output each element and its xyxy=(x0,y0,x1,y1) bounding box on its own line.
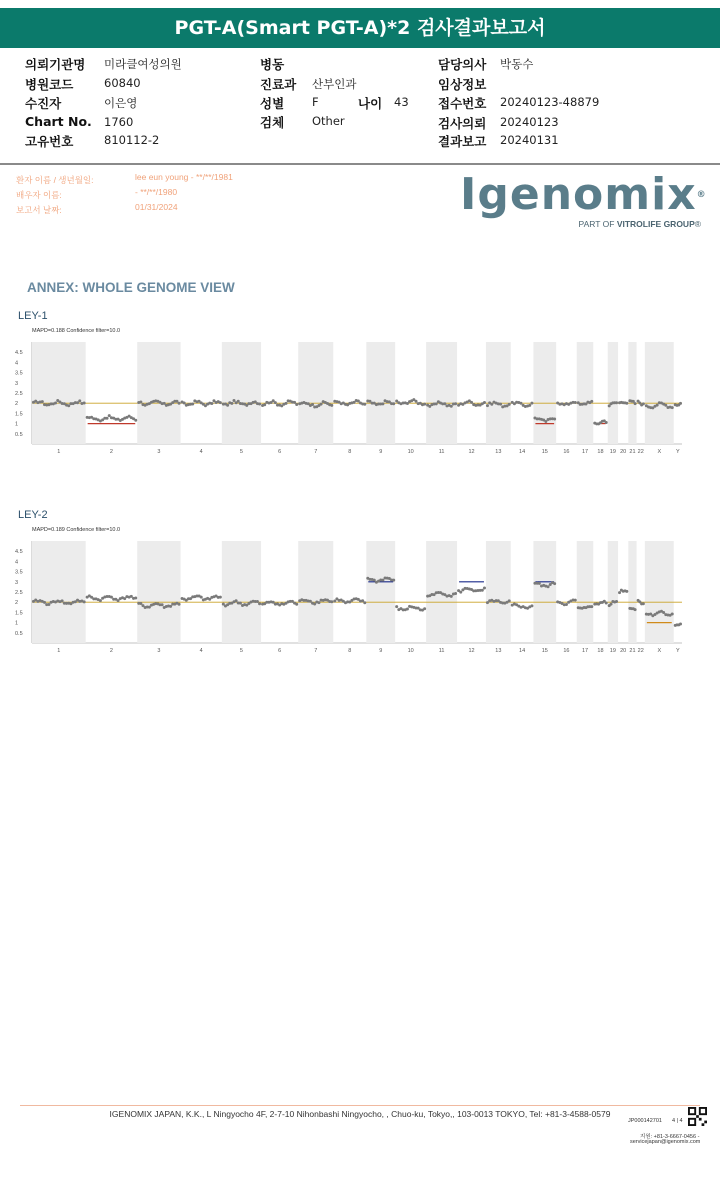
copy-number-point xyxy=(454,592,457,595)
copy-number-point xyxy=(41,400,44,403)
copy-number-point xyxy=(210,402,213,405)
x-tick-label: 16 xyxy=(563,648,570,654)
copy-number-point xyxy=(530,402,533,405)
copy-number-point xyxy=(625,402,628,405)
logo-sub-bold: VITROLIFE GROUP xyxy=(616,219,695,229)
y-tick-label: 2.5 xyxy=(15,590,23,596)
x-tick-label: 7 xyxy=(314,648,318,654)
copy-number-point xyxy=(634,402,637,405)
x-tick-label: 20 xyxy=(620,648,627,654)
age-value: 43 xyxy=(394,95,409,109)
copy-number-point xyxy=(235,599,238,602)
y-tick-label: 3 xyxy=(15,579,19,586)
igenomix-logo xyxy=(460,170,705,232)
x-tick-label: 19 xyxy=(609,648,616,654)
logo-registered: ® xyxy=(696,190,707,200)
x-tick-label: X xyxy=(657,449,662,455)
info-value: 1760 xyxy=(104,115,134,129)
plot-subtitle: MAPD=0.188 Confidence filter=10.0 xyxy=(32,328,121,334)
copy-number-point xyxy=(415,400,418,403)
age-label: 나이 xyxy=(358,96,383,111)
genome-plot-ley-1 xyxy=(10,324,710,456)
copy-number-point xyxy=(258,602,261,605)
copy-number-point xyxy=(330,404,333,407)
copy-number-point xyxy=(178,402,181,405)
copy-number-point xyxy=(99,599,102,602)
copy-number-point xyxy=(381,579,384,582)
chromosome-band xyxy=(137,541,180,643)
x-tick-label: 3 xyxy=(157,648,161,654)
y-tick-label: 3.5 xyxy=(15,569,23,576)
copy-number-point xyxy=(392,402,395,405)
logo-wordmark xyxy=(460,170,707,220)
copy-number-point xyxy=(67,404,70,407)
copy-number-point xyxy=(47,603,50,606)
chromosome-band xyxy=(32,541,86,643)
copy-number-point xyxy=(486,404,489,407)
y-tick-label: 4 xyxy=(15,559,19,566)
annex-title: ANNEX: WHOLE GENOME VIEW xyxy=(27,280,235,295)
copy-number-point xyxy=(258,402,261,405)
copy-number-point xyxy=(574,401,577,404)
info-value: 20240123 xyxy=(500,115,559,129)
copy-number-point xyxy=(553,418,556,421)
x-tick-label: 6 xyxy=(278,648,282,654)
copy-number-point xyxy=(381,402,384,405)
copy-number-point xyxy=(363,403,366,406)
y-tick-label: 2 xyxy=(15,600,19,607)
copy-number-point xyxy=(634,608,637,611)
chromosome-band xyxy=(608,342,618,444)
copy-number-point xyxy=(285,402,288,405)
sample-label-1: LEY-1 xyxy=(18,310,48,322)
info-label: Chart No. xyxy=(25,114,92,129)
copy-number-point xyxy=(78,399,81,402)
x-tick-label: 5 xyxy=(239,449,243,455)
y-tick-label: 4.5 xyxy=(15,549,23,556)
copy-number-point xyxy=(330,600,333,603)
y-tick-label: 1.5 xyxy=(15,411,23,418)
chromosome-band xyxy=(628,541,636,643)
info-value: 이은영 xyxy=(104,96,138,110)
x-tick-label: 15 xyxy=(541,449,548,455)
copy-number-point xyxy=(508,599,511,602)
copy-number-point xyxy=(483,401,486,404)
info-value: 810112-2 xyxy=(104,133,160,147)
copy-number-point xyxy=(459,591,462,594)
x-tick-label: 19 xyxy=(609,449,616,455)
copy-number-point xyxy=(317,601,320,604)
chromosome-band xyxy=(577,342,594,444)
chromosome-band xyxy=(32,342,86,444)
copy-number-point xyxy=(443,402,446,405)
logo-subtitle xyxy=(579,219,701,229)
x-tick-label: 4 xyxy=(199,449,203,455)
chromosome-band xyxy=(222,541,261,643)
patient-name-label: 환자 이름 / 생년월일: xyxy=(16,175,94,185)
y-tick-label: 2 xyxy=(15,401,19,408)
copy-number-point xyxy=(605,601,608,604)
copy-number-point xyxy=(605,421,608,424)
copy-number-point xyxy=(183,401,186,404)
copy-number-point xyxy=(54,402,57,405)
x-tick-label: 16 xyxy=(563,449,570,455)
chromosome-band xyxy=(645,541,674,643)
qr-code-icon xyxy=(688,1107,707,1126)
copy-number-point xyxy=(274,401,277,404)
copy-number-point xyxy=(590,400,593,403)
x-tick-label: 11 xyxy=(438,449,445,455)
copy-number-point xyxy=(83,600,86,603)
info-label: 접수번호 xyxy=(438,96,487,111)
copy-number-point xyxy=(295,603,298,606)
x-tick-label: 2 xyxy=(109,449,113,455)
chromosome-band xyxy=(486,541,511,643)
x-tick-label: X xyxy=(657,648,662,654)
page-number: 4 | 4 xyxy=(672,1118,683,1124)
info-value: 20240123-48879 xyxy=(500,95,600,109)
x-tick-label: 9 xyxy=(379,449,383,455)
x-tick-label: 20 xyxy=(620,449,627,455)
info-label: 담당의사 xyxy=(438,57,487,72)
x-tick-label: 7 xyxy=(314,449,318,455)
info-label: 검사의뢰 xyxy=(438,116,487,131)
copy-number-point xyxy=(423,403,426,406)
x-tick-label: 21 xyxy=(629,648,636,654)
copy-number-point xyxy=(618,591,621,594)
copy-number-point xyxy=(106,417,109,420)
copy-number-point xyxy=(373,579,376,582)
footer-address: IGENOMIX JAPAN, K.K., L Ningyocho 4F, 2-7-10 Nihonbashi Ningyocho, , Chuo-ku, Tokyo,, 103-0013 TOKYO, Tel: +81-3-4588-0579 xyxy=(109,1109,611,1119)
info-value: F xyxy=(312,95,319,109)
x-tick-label: 13 xyxy=(495,648,502,654)
copy-number-point xyxy=(508,403,511,406)
y-tick-label: 1 xyxy=(15,620,19,627)
info-label: 의뢰기관명 xyxy=(25,57,86,72)
copy-number-point xyxy=(178,603,181,606)
header-divider xyxy=(0,163,720,165)
copy-number-point xyxy=(256,600,259,603)
copy-number-point xyxy=(263,403,266,406)
x-tick-label: 13 xyxy=(495,449,502,455)
report-title: PGT-A(Smart PGT-A)*2 검사결과보고서 xyxy=(0,8,720,48)
info-label: 진료과 xyxy=(260,77,297,92)
copy-number-point xyxy=(230,402,233,405)
patient-name-value: lee eun young - **/**/1981 xyxy=(135,172,233,182)
copy-number-point xyxy=(519,402,522,405)
copy-number-point xyxy=(679,402,682,405)
copy-number-point xyxy=(108,414,111,417)
info-value: 20240131 xyxy=(500,133,559,147)
copy-number-point xyxy=(662,611,665,614)
report-date-value: 01/31/2024 xyxy=(135,202,178,212)
info-label: 성별 xyxy=(260,96,285,111)
chromosome-band xyxy=(577,541,594,643)
copy-number-point xyxy=(134,596,137,599)
patient-info-table xyxy=(0,55,720,163)
info-label: 검체 xyxy=(260,115,285,130)
copy-number-point xyxy=(43,601,46,604)
y-tick-label: 2.5 xyxy=(15,391,23,397)
copy-number-point xyxy=(311,403,314,406)
x-tick-label: 2 xyxy=(109,648,113,654)
copy-number-point xyxy=(528,404,531,407)
chromosome-band xyxy=(533,541,556,643)
copy-number-point xyxy=(553,582,556,585)
x-tick-label: 21 xyxy=(629,449,636,455)
copy-number-point xyxy=(610,603,613,606)
copy-number-point xyxy=(664,404,667,407)
x-tick-label: 18 xyxy=(597,648,604,654)
copy-number-point xyxy=(490,403,493,406)
copy-number-point xyxy=(169,605,172,608)
copy-number-point xyxy=(574,599,577,602)
info-value: 미라클여성의원 xyxy=(104,57,182,71)
y-tick-label: 4.5 xyxy=(15,350,23,357)
copy-number-point xyxy=(293,401,296,404)
copy-number-point xyxy=(110,596,113,599)
x-tick-label: 6 xyxy=(278,449,282,455)
spouse-name-label: 배우자 이름: xyxy=(16,190,62,200)
copy-number-point xyxy=(237,400,240,403)
footer-divider xyxy=(20,1105,700,1106)
x-tick-label: 10 xyxy=(407,449,414,455)
x-tick-label: 9 xyxy=(379,648,383,654)
x-tick-label: 18 xyxy=(597,449,604,455)
info-value: 60840 xyxy=(104,76,141,90)
copy-number-point xyxy=(499,403,502,406)
x-tick-label: 10 xyxy=(407,648,414,654)
info-value: Other xyxy=(312,114,345,128)
sample-label-2: LEY-2 xyxy=(18,509,48,521)
copy-number-point xyxy=(239,602,242,605)
doc-id: JP000142701 xyxy=(628,1118,662,1124)
x-tick-label: 12 xyxy=(468,449,475,455)
copy-number-point xyxy=(450,405,453,408)
info-value: 산부인과 xyxy=(312,77,357,91)
x-tick-label: 17 xyxy=(581,449,589,455)
y-tick-label: 0.5 xyxy=(15,431,23,438)
chromosome-band xyxy=(366,342,395,444)
x-tick-label: 5 xyxy=(239,648,243,654)
chromosome-band xyxy=(628,342,636,444)
x-tick-label: 3 xyxy=(157,449,161,455)
y-tick-label: 3.5 xyxy=(15,370,23,377)
copy-number-point xyxy=(134,419,137,422)
info-label: 임상정보 xyxy=(438,77,487,92)
copy-number-point xyxy=(538,582,541,585)
x-tick-label: Y xyxy=(676,449,680,455)
copy-number-point xyxy=(395,605,398,608)
copy-number-point xyxy=(392,579,395,582)
copy-number-point xyxy=(161,603,164,606)
copy-number-point xyxy=(483,587,486,590)
copy-number-point xyxy=(656,404,659,407)
copy-number-point xyxy=(454,402,457,405)
logo-sub-suffix: ® xyxy=(694,219,701,229)
y-tick-label: 1 xyxy=(15,421,19,428)
info-value: 박동수 xyxy=(500,57,534,71)
chromosome-band xyxy=(298,541,333,643)
x-tick-label: 1 xyxy=(57,648,61,654)
chromosome-band xyxy=(137,342,180,444)
y-tick-label: 4 xyxy=(15,360,19,367)
copy-number-point xyxy=(615,600,618,603)
copy-number-point xyxy=(320,403,323,406)
info-label: 고유번호 xyxy=(25,134,74,149)
copy-number-point xyxy=(615,401,618,404)
copy-number-point xyxy=(219,596,222,599)
copy-number-point xyxy=(450,595,453,598)
x-tick-label: 8 xyxy=(348,648,352,654)
spouse-name-value: - **/**/1980 xyxy=(135,187,178,197)
copy-number-point xyxy=(435,402,438,405)
copy-number-point xyxy=(642,402,645,405)
info-label: 병원코드 xyxy=(25,77,74,92)
x-tick-label: 15 xyxy=(541,648,548,654)
support-tel: 지원: +81-3-6667-0456 - xyxy=(640,1134,700,1140)
copy-number-point xyxy=(219,401,222,404)
copy-number-point xyxy=(679,622,682,625)
chromosome-band xyxy=(222,342,261,444)
copy-number-point xyxy=(200,596,203,599)
copy-number-point xyxy=(671,613,674,616)
report-date-label: 보고서 날짜: xyxy=(16,205,62,215)
copy-number-point xyxy=(423,607,426,610)
genome-plot-ley-2 xyxy=(10,523,710,655)
chromosome-band xyxy=(486,342,511,444)
copy-number-point xyxy=(625,590,628,593)
copy-number-point xyxy=(226,404,229,407)
chromosome-band xyxy=(298,342,333,444)
copy-number-point xyxy=(530,604,533,607)
copy-number-point xyxy=(470,401,473,404)
x-tick-label: 1 xyxy=(57,449,61,455)
logo-sub-prefix: PART OF xyxy=(578,219,617,229)
copy-number-point xyxy=(481,589,484,592)
chromosome-band xyxy=(533,342,556,444)
support-email: servicejapan@igenomix.com xyxy=(630,1139,701,1145)
copy-number-point xyxy=(590,605,593,608)
chromosome-band xyxy=(366,541,395,643)
copy-number-point xyxy=(333,600,336,603)
chromosome-band xyxy=(608,541,618,643)
x-tick-label: 14 xyxy=(519,449,526,455)
chromosome-band xyxy=(645,342,674,444)
copy-number-point xyxy=(671,406,674,409)
chromosome-band xyxy=(426,342,457,444)
copy-number-point xyxy=(83,402,86,405)
x-tick-label: 11 xyxy=(438,648,445,654)
y-tick-label: 0.5 xyxy=(15,630,23,637)
copy-number-point xyxy=(191,402,194,405)
x-tick-label: 4 xyxy=(199,648,203,654)
y-tick-label: 3 xyxy=(15,380,19,387)
copy-number-point xyxy=(642,602,645,605)
copy-number-point xyxy=(406,607,409,610)
copy-number-point xyxy=(363,601,366,604)
x-tick-label: 14 xyxy=(519,648,526,654)
x-tick-label: 22 xyxy=(637,648,644,654)
x-tick-label: 17 xyxy=(581,648,589,654)
info-label: 병동 xyxy=(260,57,285,72)
copy-number-point xyxy=(547,585,550,588)
info-label: 결과보고 xyxy=(438,134,487,149)
x-tick-label: 8 xyxy=(348,449,352,455)
copy-number-point xyxy=(117,599,120,602)
x-tick-label: 12 xyxy=(468,648,475,654)
x-tick-label: 22 xyxy=(637,449,644,455)
y-tick-label: 1.5 xyxy=(15,610,23,617)
copy-number-point xyxy=(565,603,568,606)
info-label: 수진자 xyxy=(25,96,62,111)
copy-number-point xyxy=(232,399,235,402)
copy-number-point xyxy=(139,401,142,404)
x-tick-label: Y xyxy=(676,648,680,654)
copy-number-point xyxy=(61,599,64,602)
plot-subtitle: MAPD=0.189 Confidence filter=10.0 xyxy=(32,527,121,533)
logo-word: Igenomix xyxy=(460,169,697,220)
copy-number-point xyxy=(295,403,298,406)
